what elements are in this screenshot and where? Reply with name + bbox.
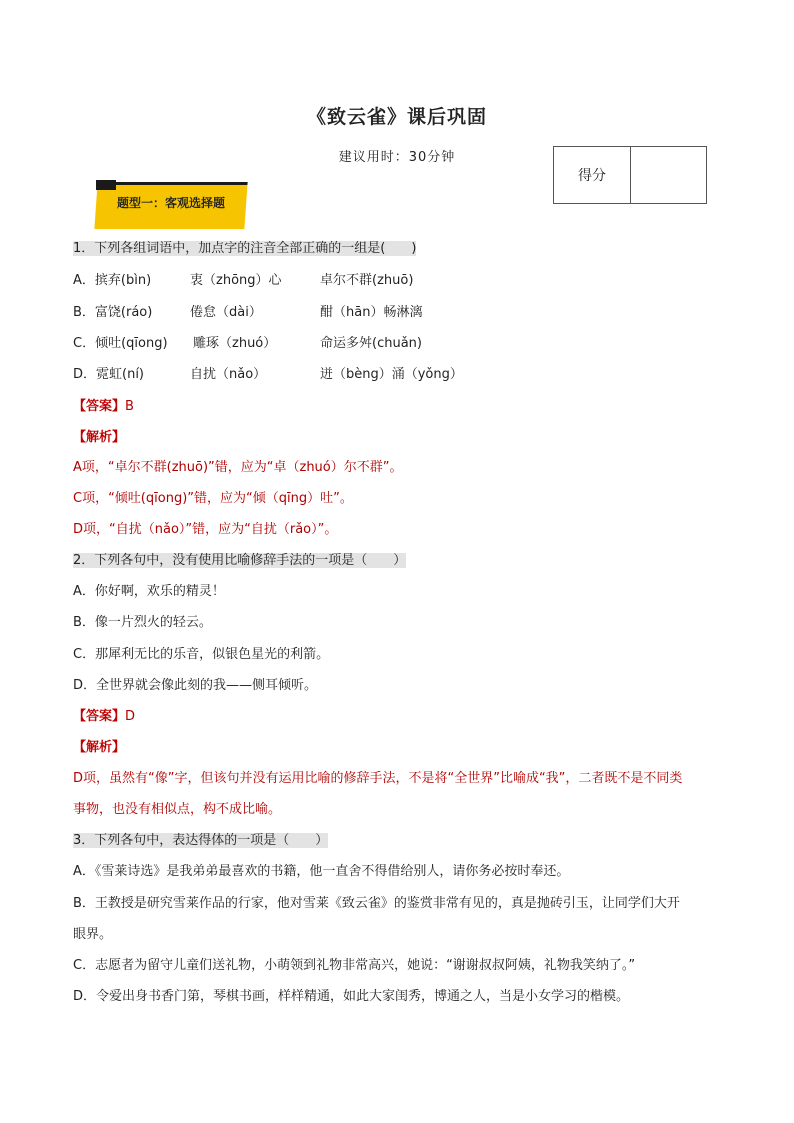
q3-stem: 3．下列各句中，表达得体的一项是（ ） (73, 833, 329, 848)
q1-analysis-a: A项，“卓尔不群(zhuō)”错，应为“卓（zhuó）尔不群”。 (73, 460, 403, 475)
q3-option-b: B．王教授是研究雪莱作品的行家，他对雪莱《致云雀》的鉴赏非常有见的，真是抛砖引玉，让同学们大开 (73, 896, 680, 911)
q1-analysis-label: 【解析】 (73, 430, 126, 445)
q2-option-d: D．全世界就会像此刻的我——侧耳倾听。 (73, 678, 318, 693)
score-label: 得分 (554, 147, 631, 203)
q2-option-c: C．那犀利无比的乐音，似银色星光的利箭。 (73, 647, 330, 662)
q3-option-b-cont: 眼界。 (73, 927, 113, 942)
q3-option-c: C．志愿者为留守儿童们送礼物，小萌领到礼物非常高兴，她说：“谢谢叔叔阿姨，礼物我笑纳了。” (73, 958, 636, 973)
q2-option-b: B．像一片烈火的轻云。 (73, 615, 212, 630)
q2-answer: 【答案】D (73, 709, 136, 724)
q2-option-a: A．你好啊，欢乐的精灵！ (73, 584, 225, 599)
section-label: 题型一：客观选择题 (116, 196, 225, 210)
q1-answer: 【答案】B (73, 399, 134, 414)
q2-analysis-line-1: D项，虽然有“像”字，但该句并没有运用比喻的修辞手法，不是将“全世界”比喻成“我”，二者既不是不同类 (73, 771, 683, 786)
page-title: 《致云雀》课后巩固 (306, 106, 487, 128)
q1-analysis-c: C项，“倾吐(qīong)”错，应为“倾（qīng）吐”。 (73, 491, 353, 506)
q1-stem: 1．下列各组词语中，加点字的注音全部正确的一组是( ) (73, 241, 417, 256)
q3-option-a: A．《雪莱诗选》是我弟弟最喜欢的书籍，他一直舍不得借给别人，请你务必按时奉还。 (73, 864, 570, 879)
section-banner-accent (96, 180, 116, 190)
suggested-time: 建议用时：30分钟 (338, 150, 456, 165)
q2-analysis-label: 【解析】 (73, 740, 126, 755)
score-box (553, 146, 707, 204)
q1-analysis-d: D项，“自扰（nǎo）”错，应为“自扰（rǎo）”。 (73, 522, 338, 537)
q2-analysis-line-2: 事物，也没有相似点，构不成比喻。 (73, 802, 282, 817)
q3-option-d: D．令爱出身书香门第，琴棋书画，样样精通，如此大家闺秀，博通之人，当是小女学习的楷模。 (73, 989, 630, 1004)
q2-stem: 2．下列各句中，没有使用比喻修辞手法的一项是（ ） (73, 553, 407, 568)
score-blank[interactable] (631, 147, 706, 203)
